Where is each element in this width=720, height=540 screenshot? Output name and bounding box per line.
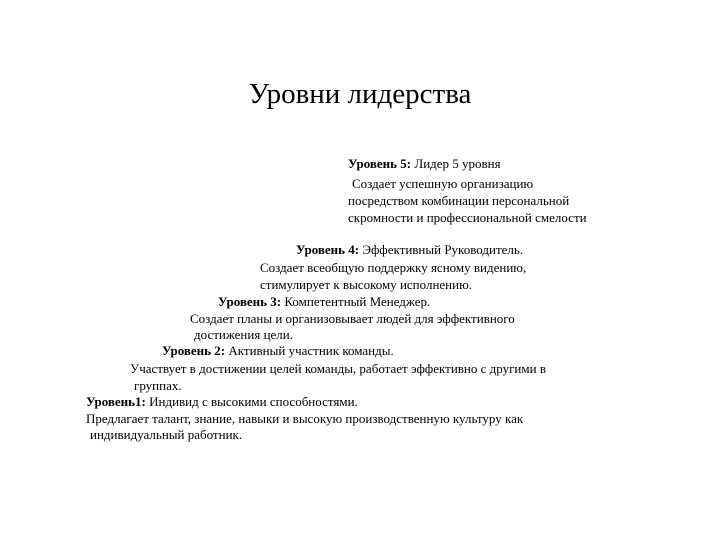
level-5-label: Уровень 5: (348, 156, 412, 171)
level-4-desc-line-2: стимулирует к высокому исполнению. (260, 277, 473, 292)
level-4-label: Уровень 4: (296, 242, 360, 257)
level-4-name: Эффективный Руководитель. (359, 242, 524, 257)
level-4-heading (296, 242, 523, 258)
level-3-label: Уровень 3: (218, 294, 282, 309)
level-5-desc-line-1: Создает успешную организацию (352, 176, 534, 191)
level-4-desc-line-1: Создает всеобщую поддержку ясному видению, (260, 260, 527, 275)
level-2-desc-line-1: Участвует в достижении целей команды, работает эффективно с другими в (130, 361, 546, 376)
level-2-desc-line-2: группах. (134, 378, 182, 393)
slide-title: Уровни лидерства (248, 78, 472, 110)
level-2-label: Уровень 2: (162, 343, 226, 358)
level-5-desc-line-2: посредством комбинации персональной (348, 193, 570, 208)
level-1-desc-line-2: индивидуальный работник. (90, 427, 243, 442)
level-2-heading (162, 343, 394, 359)
level-3-heading (218, 294, 430, 310)
level-5-heading (348, 156, 501, 172)
level-3-desc-line-1: Создает планы и организовывает людей для эффективного (190, 311, 515, 326)
level-5-name: Лидер 5 уровня (411, 156, 501, 171)
level-2-name: Активный участник команды. (225, 343, 394, 358)
level-1-label: Уровень1: (86, 394, 146, 409)
level-3-name: Компетентный Менеджер. (281, 294, 431, 309)
level-1-desc-line-1: Предлагает талант, знание, навыки и высокую производственную культуру как (86, 411, 524, 426)
level-1-heading (86, 394, 358, 410)
level-5-desc-line-3: скромности и профессиональной смелости (348, 210, 587, 225)
level-3-desc-line-2: достижения цели. (194, 327, 293, 342)
level-1-name: Индивид с высокими способностями. (145, 394, 358, 409)
